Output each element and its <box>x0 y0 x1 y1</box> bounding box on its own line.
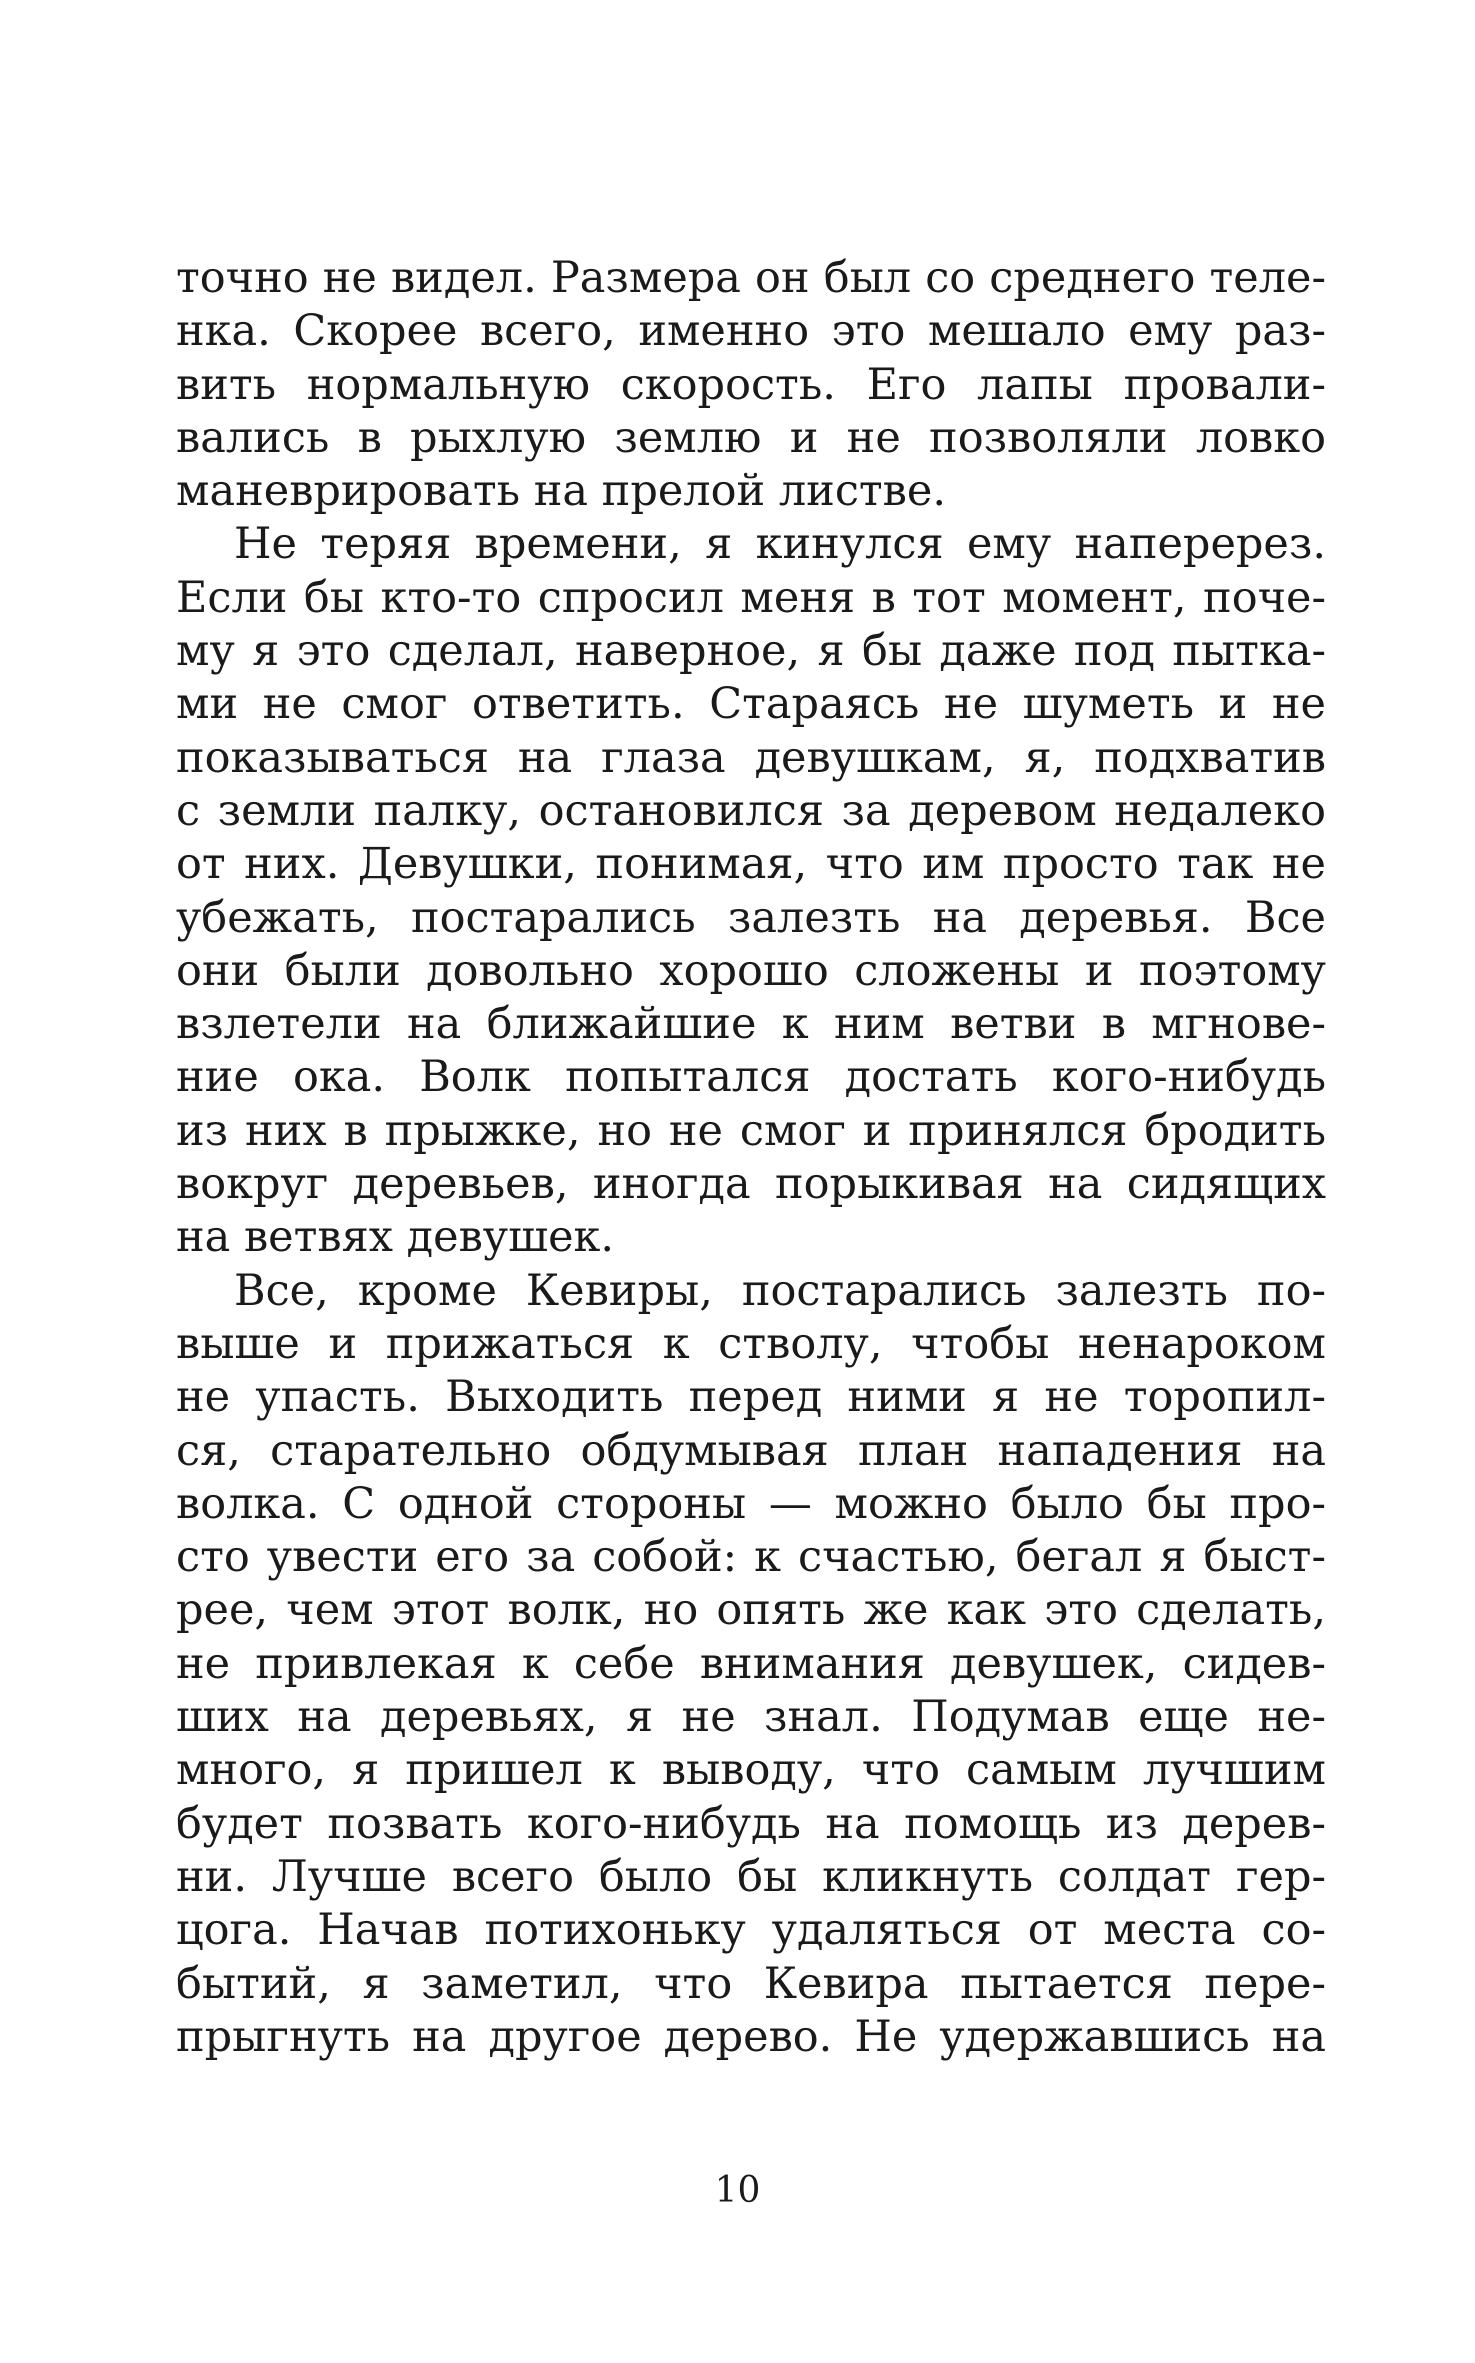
text-line: из них в прыжке, но не смог и принялся бродить <box>176 1105 1326 1156</box>
text-line: цога. Начав потихоньку удаляться от места со- <box>176 1905 1326 1956</box>
text-line: Если бы кто-то спросил меня в тот момент, поче- <box>176 572 1326 623</box>
text-line: му я это сделал, наверное, я бы даже под пытка- <box>176 626 1326 677</box>
text-line: ших на деревьях, я не знал. Подумав еще не- <box>176 1692 1326 1743</box>
text-line: ся, старательно обдумывая план нападения на <box>176 1425 1326 1476</box>
text-line: взлетели на ближайшие к ним ветви в мгнове- <box>176 999 1326 1050</box>
text-line: сто увести его за собой: к счастью, бегал я быст- <box>176 1532 1326 1583</box>
text-line: показываться на глаза девушкам, я, подхватив <box>176 732 1326 783</box>
text-line: волка. С одной стороны — можно было бы про- <box>176 1478 1326 1529</box>
paragraph <box>176 1265 1326 2064</box>
page-number: 10 <box>714 2170 761 2211</box>
text-line: Все, кроме Кевиры, постарались залезть по- <box>234 1265 1326 1316</box>
text-line: на ветвях девушек. <box>176 1212 615 1263</box>
text-line: бытий, я заметил, что Кевира пытается пере- <box>176 1958 1326 2009</box>
text-line: вокруг деревьев, иногда порыкивая на сидящих <box>176 1159 1326 1210</box>
text-line: убежать, постарались залезть на деревья. Все <box>176 892 1326 943</box>
text-line: не привлекая к себе внимания девушек, сидев- <box>176 1638 1326 1689</box>
text-line: точно не видел. Размера он был со среднего теле- <box>176 253 1326 303</box>
text-line: нка. Скорее всего, именно это мешало ему раз- <box>176 306 1326 357</box>
text-line: Не теряя времени, я кинулся ему наперерез. <box>234 519 1326 570</box>
paragraph <box>176 518 1326 1264</box>
text-line: вались в рыхлую землю и не позволяли ловко <box>176 412 1326 463</box>
text-line: много, я пришел к выводу, что самым лучшим <box>176 1745 1326 1796</box>
text-line: от них. Девушки, понимая, что им просто так не <box>176 839 1326 890</box>
text-line: ние ока. Волк попытался достать кого-нибудь <box>176 1052 1326 1103</box>
page-text-block <box>176 252 1326 2064</box>
text-line: рее, чем этот волк, но опять же как это сделать, <box>176 1585 1326 1636</box>
text-line: с земли палку, остановился за деревом недалеко <box>176 785 1326 836</box>
text-line: вить нормальную скорость. Его лапы провали- <box>176 359 1326 410</box>
paragraph <box>176 252 1326 518</box>
text-line: ни. Лучше всего было бы кликнуть солдат гер- <box>176 1851 1326 1902</box>
text-line: выше и прижаться к стволу, чтобы ненароком <box>176 1318 1326 1369</box>
text-line: не упасть. Выходить перед ними я не торопил- <box>176 1372 1326 1423</box>
text-line: они были довольно хорошо сложены и поэтому <box>176 945 1326 996</box>
text-line: прыгнуть на другое дерево. Не удержавшись на <box>176 2011 1326 2062</box>
text-line: маневрировать на прелой листве. <box>176 466 947 517</box>
text-line: будет позвать кого-нибудь на помощь из дерев- <box>176 1798 1326 1849</box>
text-line: ми не смог ответить. Стараясь не шуметь и не <box>176 679 1326 730</box>
